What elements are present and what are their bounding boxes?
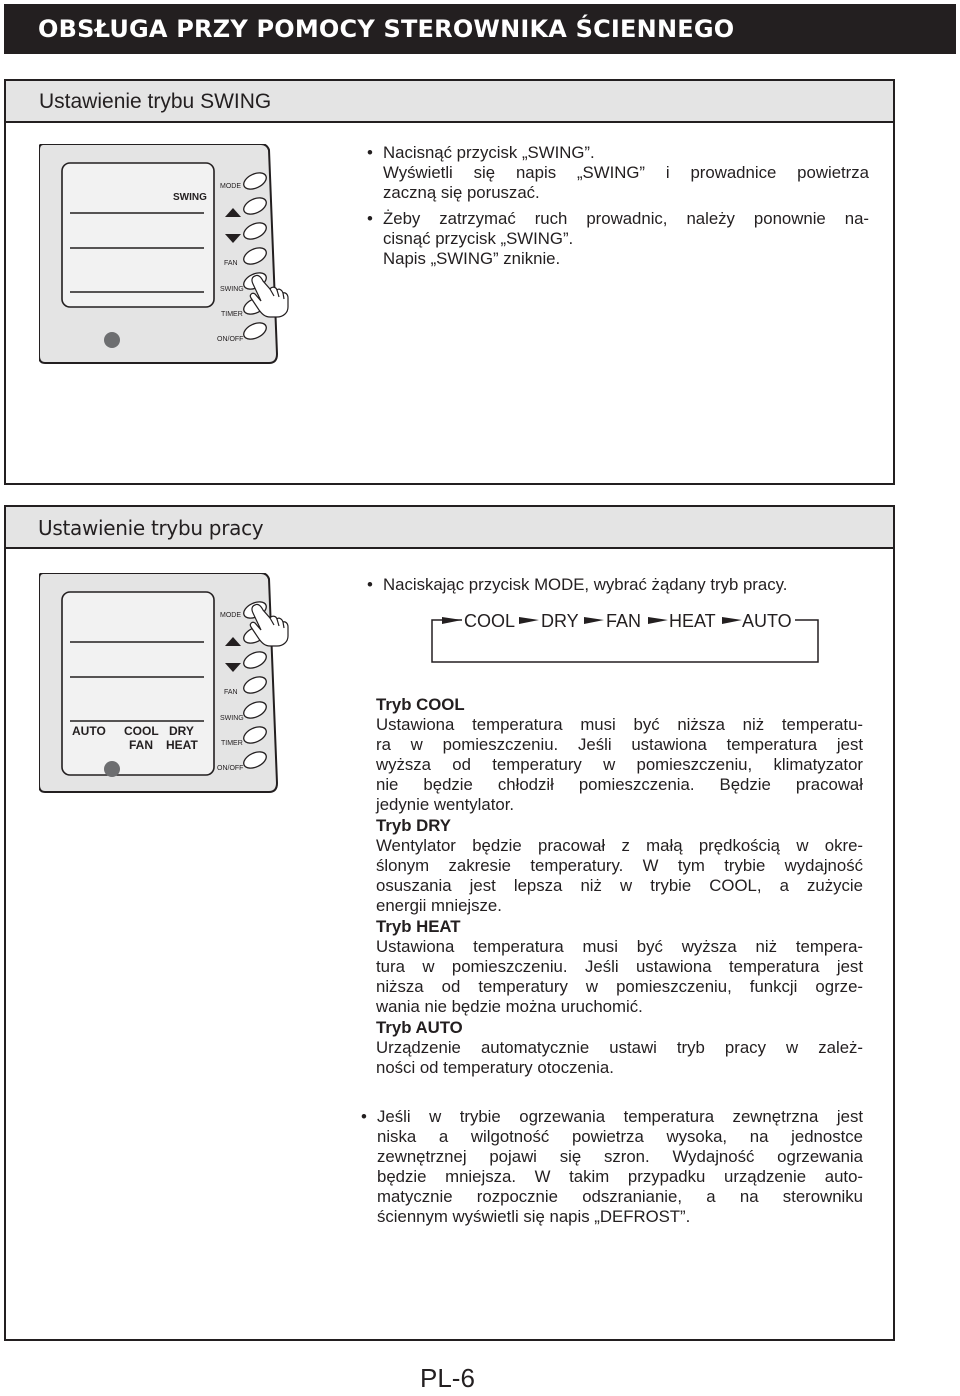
flow-auto: AUTO xyxy=(742,611,792,631)
mode-dry-block xyxy=(376,816,863,916)
screen-mode-auto: AUTO xyxy=(72,724,106,738)
text-line: ślonym zakresie temperatury. W tym trybie wydajność xyxy=(376,856,863,875)
text-line: osuszania jest lepsza niż w trybie COOL, a zużycie xyxy=(376,876,863,895)
text-line: • Nacisnąć przycisk „SWING”. xyxy=(383,143,595,162)
text-line: jedynie wentylator. xyxy=(376,795,515,814)
mode-heat-block xyxy=(376,917,863,1017)
remote-controller-swing xyxy=(39,144,289,366)
text-line: wyższa od temperatury w pomieszczeniu, klimatyzator xyxy=(376,755,863,774)
text-line: • Żeby zatrzymać ruch prowadnic, należy ponownie na- xyxy=(383,209,869,228)
swing-instructions xyxy=(382,143,869,275)
text-line: Ustawiona temperatura musi być niższa niż temperatu- xyxy=(376,715,863,734)
label-timer: TIMER xyxy=(221,311,243,318)
label-fan: FAN xyxy=(224,260,238,267)
text-line: ra w pomieszczeniu. Jeśli ustawiona temperatura jest xyxy=(376,735,863,754)
flow-arrow-icon xyxy=(722,617,742,624)
flow-arrow-icon xyxy=(519,617,539,624)
text-line: nie będzie chłodził pomieszczenia. Będzie pracował xyxy=(376,775,863,794)
flow-arrow-icon xyxy=(584,617,604,624)
mode-intro-bullet xyxy=(382,575,869,595)
label-onoff: ON/OFF xyxy=(217,336,244,343)
text-line: Wyświetli się napis „SWING” i prowadnice powietrza xyxy=(383,163,869,182)
text-line: energii mniejsze. xyxy=(376,896,502,915)
text-line: wania nie będzie można uruchomić. xyxy=(376,997,643,1016)
text-line: Ustawiona temperatura musi być wyższa niż tempera- xyxy=(376,937,863,956)
label-onoff: ON/OFF xyxy=(217,765,244,772)
text-line: tura w pomieszczeniu. Jeśli ustawiona temperatura jest xyxy=(376,957,863,976)
flow-heat: HEAT xyxy=(669,611,716,631)
text-line: Napis „SWING” zniknie. xyxy=(383,249,561,268)
flow-arrow-icon xyxy=(648,617,668,624)
swing-bullet-2 xyxy=(382,209,869,269)
text-line: matycznie rozpocznie odszranianie, a na sterowniku xyxy=(377,1187,863,1206)
text-line: • Jeśli w trybie ogrzewania temperatura zewnętrzna jest xyxy=(377,1107,863,1126)
screen-swing-indicator: SWING xyxy=(173,192,207,203)
mode-cycle-diagram xyxy=(428,598,823,668)
mode-auto-block xyxy=(376,1018,863,1078)
text-line: ściennym wyświetli się napis „DEFROST”. xyxy=(377,1207,691,1226)
remote-screen xyxy=(62,163,214,307)
section-swing-title: Ustawienie trybu SWING xyxy=(6,81,893,123)
indicator-led xyxy=(104,332,120,348)
label-swing: SWING xyxy=(220,286,244,293)
remote-controller-mode xyxy=(39,573,289,795)
text-line: ności od temperatury otoczenia. xyxy=(376,1058,614,1077)
text-line: • Naciskając przycisk MODE, wybrać żądany tryb pracy. xyxy=(383,575,788,594)
defrost-note xyxy=(376,1107,863,1233)
page-number: PL-6 xyxy=(420,1363,475,1393)
defrost-bullet xyxy=(376,1107,863,1227)
mode-dry-title: Tryb DRY xyxy=(376,816,451,835)
indicator-led xyxy=(104,761,120,777)
text-line: niższa od temperatury w pomieszczeniu, funkcji ogrze- xyxy=(376,977,863,996)
text-line: będzie mniejsza. W takim przypadku urządzenie auto- xyxy=(377,1167,863,1186)
text-line: cisnąć przycisk „SWING”. xyxy=(383,229,574,248)
mode-cool-title: Tryb COOL xyxy=(376,695,465,714)
text-line: zaczną się poruszać. xyxy=(383,183,540,202)
screen-mode-dry: DRY xyxy=(169,724,194,738)
text-line: niska a wilgotność powietrza wysoka, na jednostce xyxy=(377,1127,863,1146)
label-mode: MODE xyxy=(220,183,241,190)
screen-mode-heat: HEAT xyxy=(166,738,198,752)
mode-heat-title: Tryb HEAT xyxy=(376,917,461,936)
flow-fan: FAN xyxy=(606,611,642,631)
section-swing xyxy=(4,79,895,485)
screen-mode-cool: COOL xyxy=(124,724,159,738)
flow-dry: DRY xyxy=(541,611,579,631)
mode-auto-title: Tryb AUTO xyxy=(376,1018,463,1037)
flow-cool: COOL xyxy=(464,611,516,631)
label-timer: TIMER xyxy=(221,740,243,747)
page-header: OBSŁUGA PRZY POMOCY STEROWNIKA ŚCIENNEGO xyxy=(4,4,956,54)
label-fan: FAN xyxy=(224,689,238,696)
mode-descriptions xyxy=(376,694,863,1079)
label-swing: SWING xyxy=(220,715,244,722)
swing-bullet-1 xyxy=(382,143,869,203)
text-line: Urządzenie automatycznie ustawi tryb pracy w zależ- xyxy=(376,1038,863,1057)
flow-arrow-icon xyxy=(442,617,462,624)
text-line: zewnętrznej pojawi się szron. Wydajność ogrzewania xyxy=(377,1147,863,1166)
label-mode: MODE xyxy=(220,612,241,619)
mode-cool-block xyxy=(376,695,863,815)
screen-mode-fan: FAN xyxy=(129,738,153,752)
section-mode-title: Ustawienie trybu pracy xyxy=(6,507,893,549)
text-line: Wentylator będzie pracował z małą prędkością w okre- xyxy=(376,836,863,855)
